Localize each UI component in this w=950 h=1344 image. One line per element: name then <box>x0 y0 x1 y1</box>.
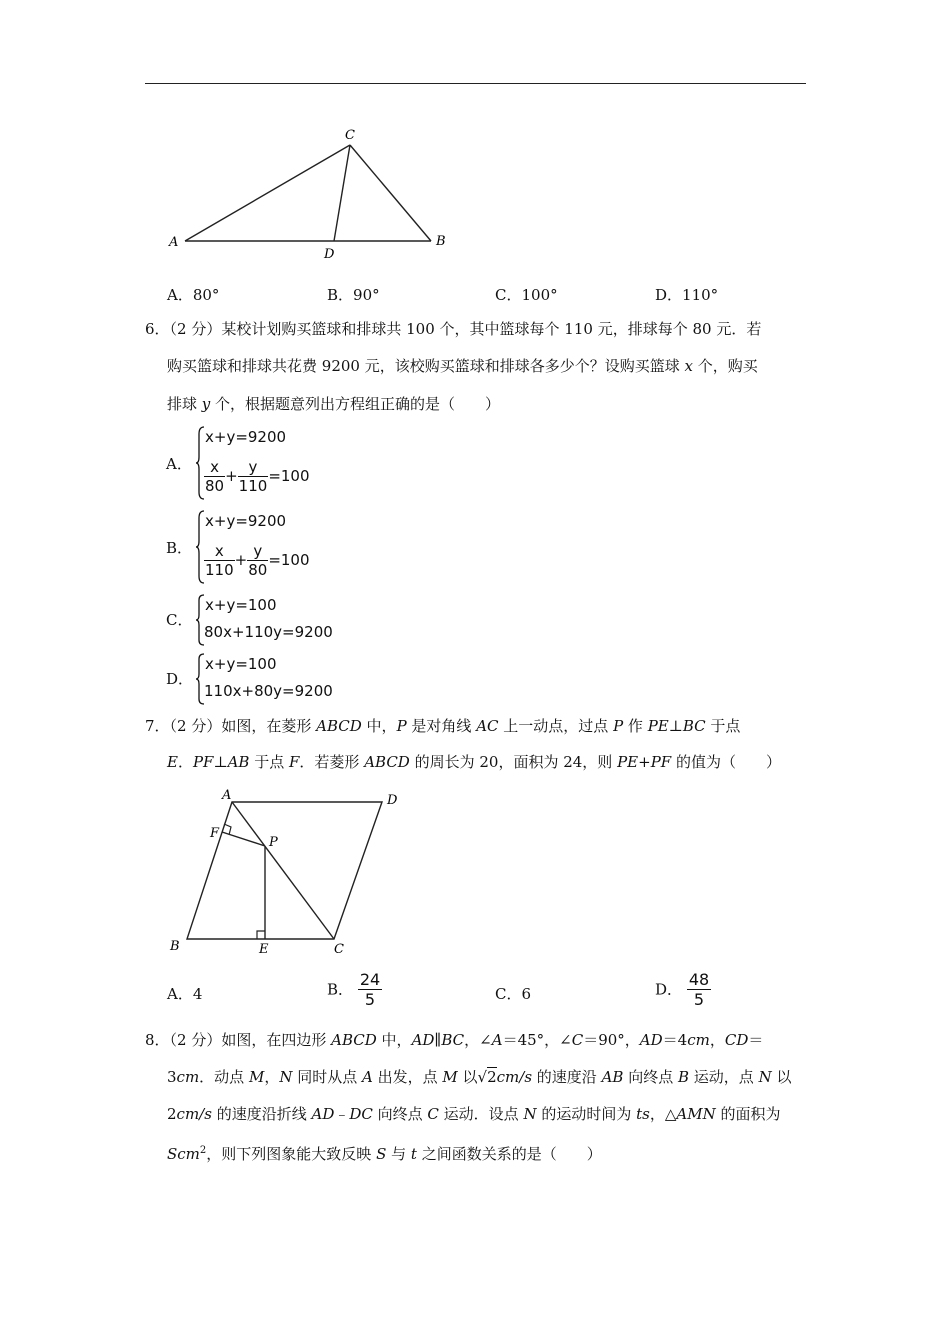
fraction-48-5: $\frac{48}{5}$ <box>688 970 710 1009</box>
q6-stem-line2: 购买篮球和排球共花费 9200 元，该校购买篮球和排球各多少个？设购买篮球 x 个，购买 <box>167 357 758 375</box>
q7-option-b: B． $\frac{24}{5}$ <box>327 970 381 1009</box>
label-p: P <box>269 835 278 850</box>
q7-option-c: C．6 <box>495 985 532 1003</box>
q8-stem-line1: 8．（2 分）如图，在四边形 ABCD 中，AD∥BC，∠A＝45°，∠C＝90°，AD＝4cm，CD＝ <box>145 1031 764 1049</box>
q7-option-a: A．4 <box>167 985 203 1003</box>
q6-option-c-label: C． <box>166 611 193 629</box>
q6-stem-line1: 6．（2 分）某校计划购买篮球和排球共 100 个，其中篮球每个 110 元，排球每个 80 元．若 <box>145 320 762 338</box>
q5-option-b: B．90° <box>327 286 380 304</box>
q6-option-c-system: x+y=100 80x+110y=9200 <box>195 594 345 646</box>
q6-option-d-label: D． <box>166 670 194 688</box>
diagonal-ac <box>232 802 334 939</box>
label-f: F <box>210 826 220 841</box>
fraction-24-5: $\frac{24}{5}$ <box>359 970 381 1009</box>
segment-pf <box>222 832 265 846</box>
q7-stem-line1: 7．（2 分）如图，在菱形 ABCD 中，P 是对角线 AC 上一动点，过点 P 作 PE⊥BC 于点 <box>145 717 741 735</box>
label-d: D <box>324 247 335 262</box>
q6-stem-line3: 排球 y 个，根据题意列出方程组正确的是（ ） <box>167 395 501 413</box>
label-c: C <box>334 942 344 957</box>
q6-option-d-system: x+y=100 110x+80y=9200 <box>195 653 345 705</box>
label-b: B <box>436 234 446 249</box>
rhombus-outline <box>187 802 382 939</box>
q7-option-d: D． $\frac{48}{5}$ <box>655 970 710 1009</box>
right-angle-e <box>257 931 265 939</box>
figure-triangle-abc <box>160 120 460 270</box>
q6-option-a-system: x+y=9200 $\frac{x}{80}$ + $\frac{y}{110}$ =100 <box>195 426 335 500</box>
q6-option-b-label: B． <box>166 539 193 557</box>
sqrt-icon: √ <box>477 1068 488 1086</box>
label-a: A <box>222 788 232 803</box>
segment-cb <box>350 145 431 241</box>
segment-cd <box>334 145 350 241</box>
label-a: A <box>169 235 179 250</box>
q7-stem-line2: E．PF⊥AB 于点 F．若菱形 ABCD 的周长为 20，面积为 24，则 PE+PF 的值为（ ） <box>167 753 781 771</box>
q5-option-d: D．110° <box>655 286 719 304</box>
segment-ac <box>185 145 350 241</box>
q6-option-a-label: A． <box>166 455 192 473</box>
header-rule <box>145 83 806 84</box>
q8-stem-line2: 3cm．动点 M，N 同时从点 A 出发，点 M 以√2cm/s 的速度沿 AB 向终点 B 运动，点 N 以 <box>167 1068 792 1086</box>
q5-option-a: A．80° <box>167 286 220 304</box>
q6-option-b-system: x+y=9200 $\frac{x}{110}$ + $\frac{y}{80}$ =100 <box>195 510 335 584</box>
figure-rhombus-abcd <box>160 782 410 962</box>
label-b: B <box>170 939 180 954</box>
label-e: E <box>259 942 269 957</box>
q8-stem-line4: Scm$^2$，则下列图象能大致反映 S 与 t 之间函数关系的是（ ） <box>167 1145 602 1163</box>
label-d: D <box>387 793 398 808</box>
label-c: C <box>345 128 355 143</box>
q8-stem-line3: 2cm/s 的速度沿折线 AD﹣DC 向终点 C 运动．设点 N 的运动时间为 ts，△AMN 的面积为 <box>167 1105 781 1123</box>
q5-option-c: C．100° <box>495 286 558 304</box>
